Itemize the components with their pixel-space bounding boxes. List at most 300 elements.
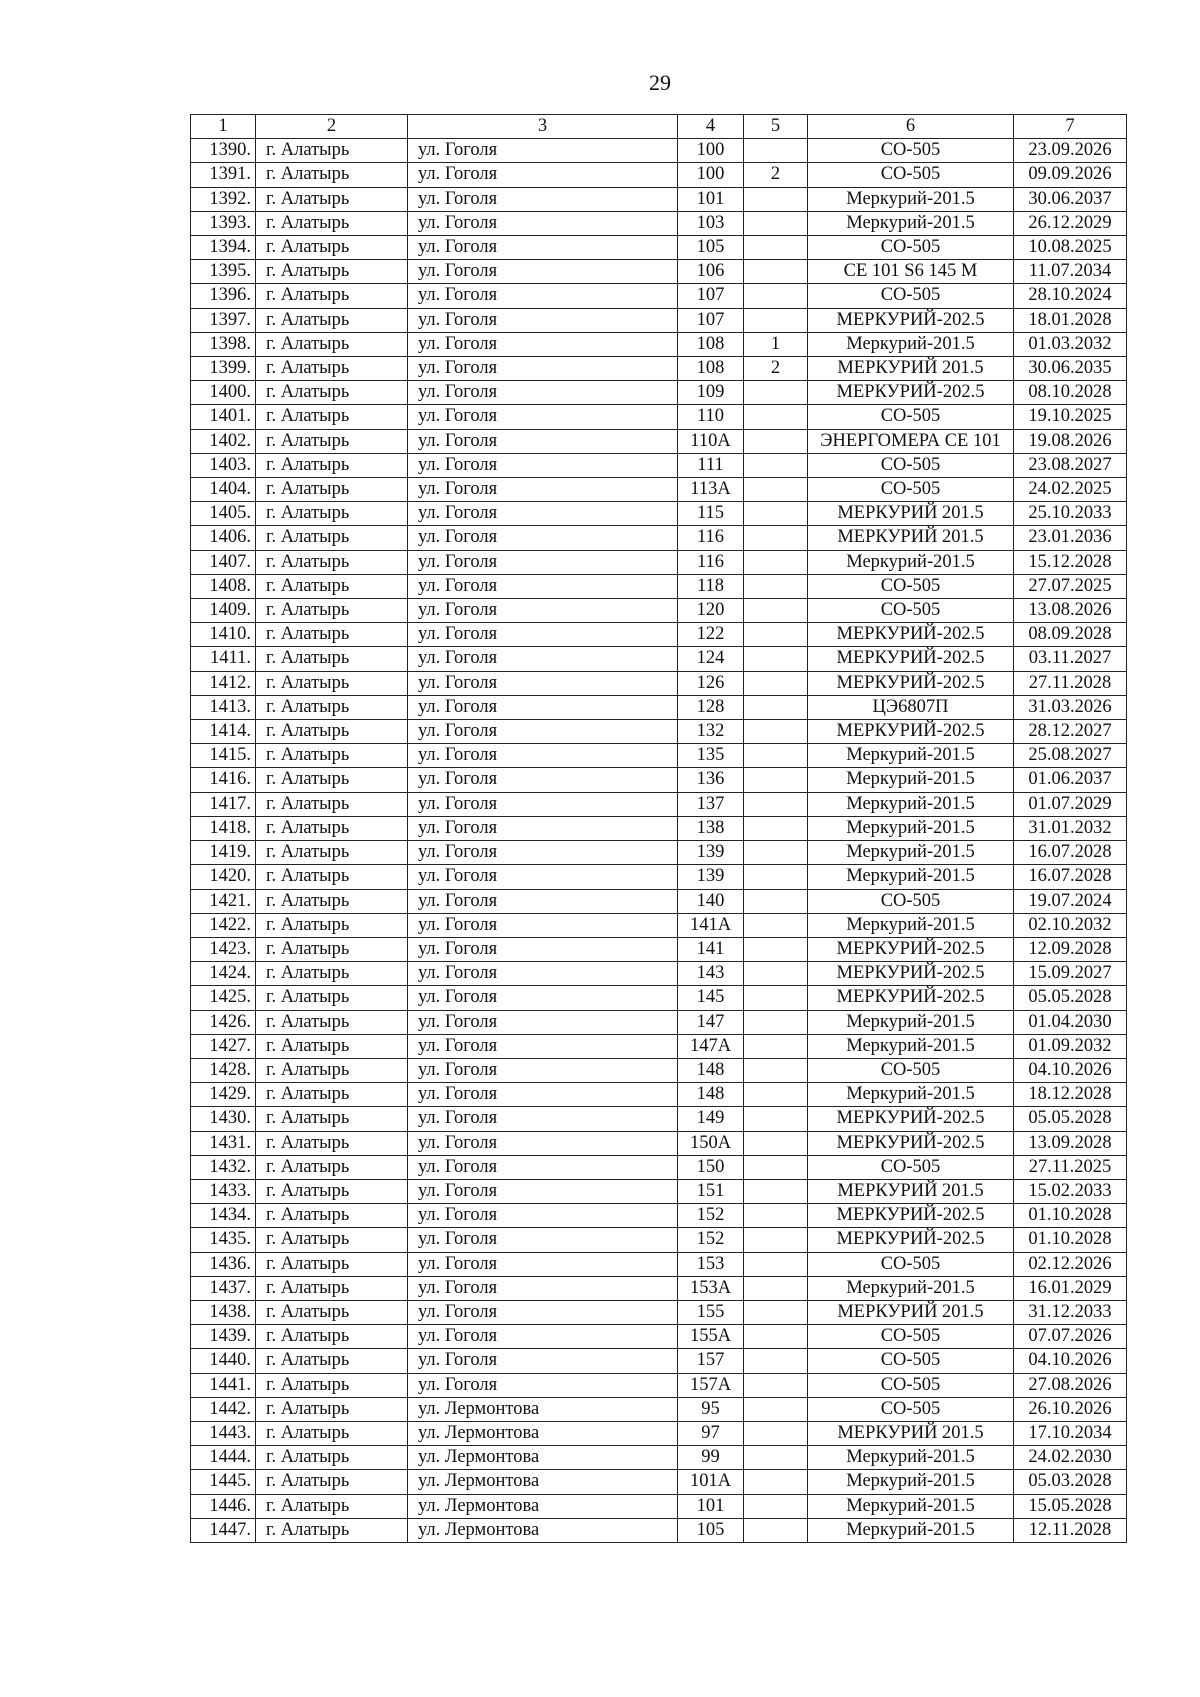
city-cell: г. Алатырь — [256, 1179, 408, 1203]
row-number: 1423. — [191, 937, 256, 961]
row-number: 1415. — [191, 744, 256, 768]
verification-date-cell: 15.12.2028 — [1014, 550, 1127, 574]
row-number: 1419. — [191, 841, 256, 865]
verification-date-cell: 23.01.2036 — [1014, 526, 1127, 550]
row-number: 1431. — [191, 1131, 256, 1155]
meter-model-cell: Меркурий-201.5 — [808, 550, 1014, 574]
table-row — [191, 1155, 1127, 1179]
table-row — [191, 284, 1127, 308]
city-cell: г. Алатырь — [256, 478, 408, 502]
verification-date-cell: 19.08.2026 — [1014, 429, 1127, 453]
city-cell: г. Алатырь — [256, 574, 408, 598]
table-row — [191, 1010, 1127, 1034]
verification-date-cell: 27.07.2025 — [1014, 574, 1127, 598]
street-cell: ул. Гоголя — [408, 1179, 678, 1203]
row-number: 1410. — [191, 623, 256, 647]
row-number: 1407. — [191, 550, 256, 574]
row-number: 1443. — [191, 1421, 256, 1445]
street-cell: ул. Гоголя — [408, 405, 678, 429]
street-cell: ул. Гоголя — [408, 502, 678, 526]
row-number: 1437. — [191, 1276, 256, 1300]
apartment-cell — [744, 429, 808, 453]
apartment-cell — [744, 1107, 808, 1131]
row-number: 1408. — [191, 574, 256, 598]
apartment-cell — [744, 1228, 808, 1252]
apartment-cell: 1 — [744, 332, 808, 356]
house-cell: 139 — [678, 865, 744, 889]
table-body — [191, 139, 1127, 1543]
verification-date-cell: 01.10.2028 — [1014, 1204, 1127, 1228]
meter-model-cell: СО-505 — [808, 236, 1014, 260]
verification-date-cell: 30.06.2037 — [1014, 187, 1127, 211]
street-cell: ул. Лермонтова — [408, 1494, 678, 1518]
street-cell: ул. Гоголя — [408, 381, 678, 405]
street-cell: ул. Гоголя — [408, 647, 678, 671]
row-number: 1425. — [191, 986, 256, 1010]
row-number: 1421. — [191, 889, 256, 913]
apartment-cell — [744, 187, 808, 211]
verification-date-cell: 25.10.2033 — [1014, 502, 1127, 526]
city-cell: г. Алатырь — [256, 1107, 408, 1131]
meter-model-cell: МЕРКУРИЙ-202.5 — [808, 623, 1014, 647]
table-row — [191, 526, 1127, 550]
row-number: 1430. — [191, 1107, 256, 1131]
table-row — [191, 1300, 1127, 1324]
street-cell: ул. Гоголя — [408, 429, 678, 453]
city-cell: г. Алатырь — [256, 1518, 408, 1542]
verification-date-cell: 07.07.2026 — [1014, 1325, 1127, 1349]
house-cell: 107 — [678, 308, 744, 332]
city-cell: г. Алатырь — [256, 792, 408, 816]
apartment-cell — [744, 841, 808, 865]
apartment-cell — [744, 647, 808, 671]
house-cell: 157А — [678, 1373, 744, 1397]
meter-model-cell: МЕРКУРИЙ 201.5 — [808, 526, 1014, 550]
house-cell: 153 — [678, 1252, 744, 1276]
verification-date-cell: 16.07.2028 — [1014, 865, 1127, 889]
apartment-cell — [744, 768, 808, 792]
meter-model-cell: СО-505 — [808, 1252, 1014, 1276]
meter-table — [190, 114, 1127, 1543]
verification-date-cell: 05.05.2028 — [1014, 986, 1127, 1010]
meter-model-cell: МЕРКУРИЙ-202.5 — [808, 308, 1014, 332]
table-row — [191, 1228, 1127, 1252]
table-row — [191, 1252, 1127, 1276]
row-number: 1445. — [191, 1470, 256, 1494]
apartment-cell — [744, 260, 808, 284]
verification-date-cell: 12.09.2028 — [1014, 937, 1127, 961]
meter-model-cell: СО-505 — [808, 1155, 1014, 1179]
verification-date-cell: 16.07.2028 — [1014, 841, 1127, 865]
row-number: 1438. — [191, 1300, 256, 1324]
city-cell: г. Алатырь — [256, 889, 408, 913]
table-row — [191, 381, 1127, 405]
street-cell: ул. Гоголя — [408, 962, 678, 986]
house-cell: 111 — [678, 453, 744, 477]
meter-model-cell: СО-505 — [808, 284, 1014, 308]
table-row — [191, 816, 1127, 840]
street-cell: ул. Гоголя — [408, 1300, 678, 1324]
row-number: 1418. — [191, 816, 256, 840]
apartment-cell — [744, 1034, 808, 1058]
apartment-cell — [744, 937, 808, 961]
city-cell: г. Алатырь — [256, 1397, 408, 1421]
house-cell: 99 — [678, 1446, 744, 1470]
street-cell: ул. Гоголя — [408, 1349, 678, 1373]
table-row — [191, 1397, 1127, 1421]
row-number: 1429. — [191, 1083, 256, 1107]
verification-date-cell: 30.06.2035 — [1014, 357, 1127, 381]
house-cell: 109 — [678, 381, 744, 405]
apartment-cell — [744, 526, 808, 550]
house-cell: 126 — [678, 671, 744, 695]
meter-model-cell: МЕРКУРИЙ-202.5 — [808, 962, 1014, 986]
verification-date-cell: 31.03.2026 — [1014, 695, 1127, 719]
street-cell: ул. Гоголя — [408, 1155, 678, 1179]
house-cell: 140 — [678, 889, 744, 913]
row-number: 1404. — [191, 478, 256, 502]
row-number: 1390. — [191, 139, 256, 163]
verification-date-cell: 24.02.2030 — [1014, 1446, 1127, 1470]
apartment-cell — [744, 550, 808, 574]
house-cell: 116 — [678, 550, 744, 574]
table-row — [191, 1446, 1127, 1470]
house-cell: 141А — [678, 913, 744, 937]
city-cell: г. Алатырь — [256, 429, 408, 453]
apartment-cell — [744, 139, 808, 163]
verification-date-cell: 01.06.2037 — [1014, 768, 1127, 792]
meter-model-cell: Меркурий-201.5 — [808, 1083, 1014, 1107]
meter-model-cell: Меркурий-201.5 — [808, 768, 1014, 792]
meter-model-cell: МЕРКУРИЙ-202.5 — [808, 986, 1014, 1010]
street-cell: ул. Гоголя — [408, 1083, 678, 1107]
verification-date-cell: 02.12.2026 — [1014, 1252, 1127, 1276]
row-number: 1409. — [191, 599, 256, 623]
verification-date-cell: 15.09.2027 — [1014, 962, 1127, 986]
apartment-cell — [744, 1300, 808, 1324]
table-row — [191, 574, 1127, 598]
row-number: 1414. — [191, 720, 256, 744]
house-cell: 122 — [678, 623, 744, 647]
street-cell: ул. Гоголя — [408, 139, 678, 163]
verification-date-cell: 10.08.2025 — [1014, 236, 1127, 260]
table-row — [191, 913, 1127, 937]
verification-date-cell: 11.07.2034 — [1014, 260, 1127, 284]
city-cell: г. Алатырь — [256, 453, 408, 477]
table-row — [191, 1349, 1127, 1373]
house-cell: 150 — [678, 1155, 744, 1179]
apartment-cell — [744, 478, 808, 502]
row-number: 1413. — [191, 695, 256, 719]
meter-model-cell: МЕРКУРИЙ-202.5 — [808, 1131, 1014, 1155]
house-cell: 145 — [678, 986, 744, 1010]
city-cell: г. Алатырь — [256, 865, 408, 889]
row-number: 1400. — [191, 381, 256, 405]
city-cell: г. Алатырь — [256, 623, 408, 647]
house-cell: 135 — [678, 744, 744, 768]
apartment-cell — [744, 1252, 808, 1276]
meter-model-cell: МЕРКУРИЙ-202.5 — [808, 671, 1014, 695]
apartment-cell — [744, 308, 808, 332]
street-cell: ул. Гоголя — [408, 599, 678, 623]
meter-model-cell: ЭНЕРГОМЕРА СЕ 101 — [808, 429, 1014, 453]
row-number: 1447. — [191, 1518, 256, 1542]
header-row — [191, 115, 1127, 139]
table-row — [191, 1373, 1127, 1397]
street-cell: ул. Лермонтова — [408, 1397, 678, 1421]
house-cell: 147А — [678, 1034, 744, 1058]
row-number: 1427. — [191, 1034, 256, 1058]
city-cell: г. Алатырь — [256, 1204, 408, 1228]
apartment-cell — [744, 236, 808, 260]
street-cell: ул. Гоголя — [408, 211, 678, 235]
row-number: 1399. — [191, 357, 256, 381]
column-header: 2 — [256, 115, 408, 139]
meter-model-cell: СО-505 — [808, 405, 1014, 429]
table-row — [191, 623, 1127, 647]
house-cell: 136 — [678, 768, 744, 792]
column-header: 6 — [808, 115, 1014, 139]
meter-model-cell: СО-505 — [808, 163, 1014, 187]
street-cell: ул. Гоголя — [408, 623, 678, 647]
city-cell: г. Алатырь — [256, 1494, 408, 1518]
verification-date-cell: 13.08.2026 — [1014, 599, 1127, 623]
table-row — [191, 211, 1127, 235]
row-number: 1406. — [191, 526, 256, 550]
column-header: 1 — [191, 115, 256, 139]
apartment-cell — [744, 1470, 808, 1494]
meter-model-cell: МЕРКУРИЙ-202.5 — [808, 1228, 1014, 1252]
city-cell: г. Алатырь — [256, 1083, 408, 1107]
house-cell: 151 — [678, 1179, 744, 1203]
city-cell: г. Алатырь — [256, 502, 408, 526]
street-cell: ул. Гоголя — [408, 163, 678, 187]
city-cell: г. Алатырь — [256, 695, 408, 719]
table-row — [191, 1494, 1127, 1518]
house-cell: 95 — [678, 1397, 744, 1421]
house-cell: 115 — [678, 502, 744, 526]
apartment-cell — [744, 284, 808, 308]
column-header: 7 — [1014, 115, 1127, 139]
house-cell: 139 — [678, 841, 744, 865]
table-row — [191, 260, 1127, 284]
verification-date-cell: 27.08.2026 — [1014, 1373, 1127, 1397]
meter-model-cell: СО-505 — [808, 574, 1014, 598]
table-row — [191, 332, 1127, 356]
house-cell: 150А — [678, 1131, 744, 1155]
verification-date-cell: 01.10.2028 — [1014, 1228, 1127, 1252]
house-cell: 108 — [678, 357, 744, 381]
table-row — [191, 236, 1127, 260]
meter-model-cell: МЕРКУРИЙ-202.5 — [808, 1204, 1014, 1228]
house-cell: 124 — [678, 647, 744, 671]
meter-model-cell: Меркурий-201.5 — [808, 1446, 1014, 1470]
table-row — [191, 1421, 1127, 1445]
house-cell: 118 — [678, 574, 744, 598]
meter-model-cell: МЕРКУРИЙ-202.5 — [808, 937, 1014, 961]
street-cell: ул. Гоголя — [408, 671, 678, 695]
row-number: 1434. — [191, 1204, 256, 1228]
meter-model-cell: МЕРКУРИЙ-202.5 — [808, 647, 1014, 671]
city-cell: г. Алатырь — [256, 913, 408, 937]
house-cell: 100 — [678, 163, 744, 187]
city-cell: г. Алатырь — [256, 768, 408, 792]
table-row — [191, 502, 1127, 526]
apartment-cell — [744, 792, 808, 816]
meter-model-cell: Меркурий-201.5 — [808, 744, 1014, 768]
city-cell: г. Алатырь — [256, 962, 408, 986]
street-cell: ул. Гоголя — [408, 1228, 678, 1252]
table-row — [191, 453, 1127, 477]
apartment-cell — [744, 1325, 808, 1349]
verification-date-cell: 05.03.2028 — [1014, 1470, 1127, 1494]
house-cell: 148 — [678, 1083, 744, 1107]
table-row — [191, 841, 1127, 865]
row-number: 1436. — [191, 1252, 256, 1276]
house-cell: 105 — [678, 236, 744, 260]
street-cell: ул. Гоголя — [408, 1107, 678, 1131]
apartment-cell: 2 — [744, 357, 808, 381]
row-number: 1397. — [191, 308, 256, 332]
city-cell: г. Алатырь — [256, 744, 408, 768]
street-cell: ул. Гоголя — [408, 1131, 678, 1155]
city-cell: г. Алатырь — [256, 526, 408, 550]
house-cell: 100 — [678, 139, 744, 163]
city-cell: г. Алатырь — [256, 1373, 408, 1397]
house-cell: 128 — [678, 695, 744, 719]
street-cell: ул. Гоголя — [408, 526, 678, 550]
city-cell: г. Алатырь — [256, 841, 408, 865]
row-number: 1432. — [191, 1155, 256, 1179]
street-cell: ул. Гоголя — [408, 284, 678, 308]
table-row — [191, 599, 1127, 623]
column-header: 3 — [408, 115, 678, 139]
meter-model-cell: СО-505 — [808, 1325, 1014, 1349]
table-row — [191, 357, 1127, 381]
table-row — [191, 962, 1127, 986]
apartment-cell — [744, 865, 808, 889]
city-cell: г. Алатырь — [256, 308, 408, 332]
house-cell: 107 — [678, 284, 744, 308]
house-cell: 113А — [678, 478, 744, 502]
row-number: 1398. — [191, 332, 256, 356]
house-cell: 138 — [678, 816, 744, 840]
city-cell: г. Алатырь — [256, 1252, 408, 1276]
column-header: 4 — [678, 115, 744, 139]
row-number: 1440. — [191, 1349, 256, 1373]
verification-date-cell: 08.09.2028 — [1014, 623, 1127, 647]
meter-model-cell: Меркурий-201.5 — [808, 1470, 1014, 1494]
apartment-cell — [744, 1373, 808, 1397]
city-cell: г. Алатырь — [256, 1470, 408, 1494]
apartment-cell — [744, 1010, 808, 1034]
row-number: 1393. — [191, 211, 256, 235]
apartment-cell — [744, 405, 808, 429]
table-row — [191, 429, 1127, 453]
row-number: 1396. — [191, 284, 256, 308]
table-row — [191, 647, 1127, 671]
apartment-cell — [744, 671, 808, 695]
row-number: 1442. — [191, 1397, 256, 1421]
verification-date-cell: 15.05.2028 — [1014, 1494, 1127, 1518]
city-cell: г. Алатырь — [256, 599, 408, 623]
city-cell: г. Алатырь — [256, 1421, 408, 1445]
table-row — [191, 1276, 1127, 1300]
street-cell: ул. Гоголя — [408, 308, 678, 332]
house-cell: 149 — [678, 1107, 744, 1131]
house-cell: 116 — [678, 526, 744, 550]
meter-model-cell: СО-505 — [808, 889, 1014, 913]
meter-model-cell: СО-505 — [808, 478, 1014, 502]
row-number: 1426. — [191, 1010, 256, 1034]
street-cell: ул. Гоголя — [408, 841, 678, 865]
verification-date-cell: 18.12.2028 — [1014, 1083, 1127, 1107]
meter-model-cell: Меркурий-201.5 — [808, 841, 1014, 865]
street-cell: ул. Гоголя — [408, 236, 678, 260]
house-cell: 97 — [678, 1421, 744, 1445]
table-row — [191, 550, 1127, 574]
apartment-cell — [744, 1083, 808, 1107]
table-row — [191, 405, 1127, 429]
verification-date-cell: 12.11.2028 — [1014, 1518, 1127, 1542]
table-row — [191, 768, 1127, 792]
city-cell: г. Алатырь — [256, 381, 408, 405]
meter-model-cell: Меркурий-201.5 — [808, 1518, 1014, 1542]
city-cell: г. Алатырь — [256, 236, 408, 260]
street-cell: ул. Гоголя — [408, 187, 678, 211]
row-number: 1422. — [191, 913, 256, 937]
street-cell: ул. Гоголя — [408, 889, 678, 913]
row-number: 1401. — [191, 405, 256, 429]
meter-model-cell: СО-505 — [808, 1397, 1014, 1421]
verification-date-cell: 26.12.2029 — [1014, 211, 1127, 235]
table-header — [191, 115, 1127, 139]
row-number: 1417. — [191, 792, 256, 816]
meter-model-cell: Меркурий-201.5 — [808, 865, 1014, 889]
meter-model-cell: СО-505 — [808, 139, 1014, 163]
table-row — [191, 1179, 1127, 1203]
street-cell: ул. Гоголя — [408, 1034, 678, 1058]
table-row — [191, 478, 1127, 502]
verification-date-cell: 04.10.2026 — [1014, 1058, 1127, 1082]
meter-model-cell: СО-505 — [808, 1349, 1014, 1373]
verification-date-cell: 01.03.2032 — [1014, 332, 1127, 356]
city-cell: г. Алатырь — [256, 937, 408, 961]
street-cell: ул. Гоголя — [408, 332, 678, 356]
city-cell: г. Алатырь — [256, 1131, 408, 1155]
city-cell: г. Алатырь — [256, 1228, 408, 1252]
house-cell: 143 — [678, 962, 744, 986]
city-cell: г. Алатырь — [256, 260, 408, 284]
apartment-cell: 2 — [744, 163, 808, 187]
house-cell: 157 — [678, 1349, 744, 1373]
street-cell: ул. Гоголя — [408, 1276, 678, 1300]
table-row — [191, 744, 1127, 768]
table-row — [191, 1083, 1127, 1107]
row-number: 1446. — [191, 1494, 256, 1518]
house-cell: 101 — [678, 187, 744, 211]
meter-model-cell: ЦЭ6807П — [808, 695, 1014, 719]
house-cell: 105 — [678, 1518, 744, 1542]
row-number: 1391. — [191, 163, 256, 187]
apartment-cell — [744, 1349, 808, 1373]
street-cell: ул. Гоголя — [408, 792, 678, 816]
apartment-cell — [744, 1446, 808, 1470]
row-number: 1392. — [191, 187, 256, 211]
house-cell: 132 — [678, 720, 744, 744]
apartment-cell — [744, 913, 808, 937]
table-row — [191, 1034, 1127, 1058]
